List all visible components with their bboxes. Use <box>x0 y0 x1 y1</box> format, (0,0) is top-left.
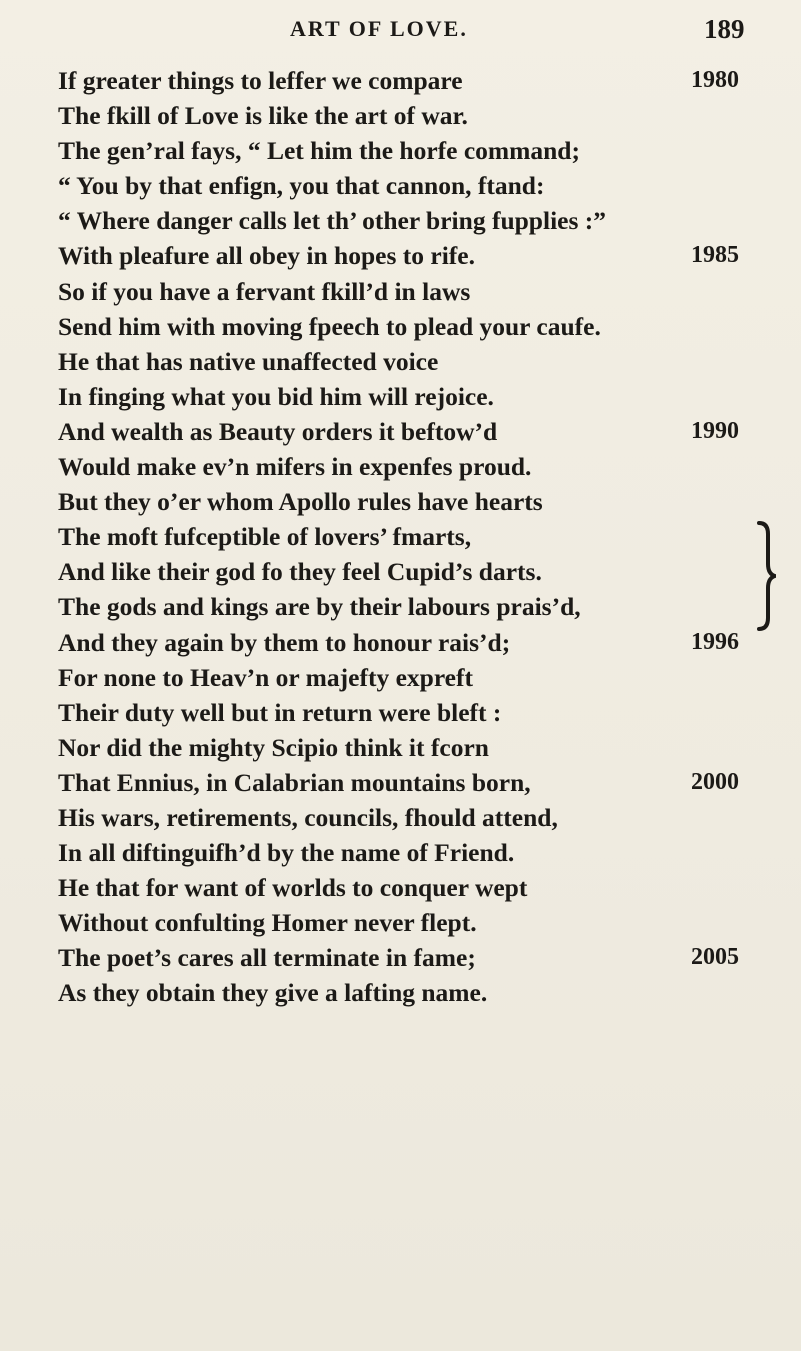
page-number: 189 <box>704 14 745 44</box>
line-number: 1985 <box>691 242 739 269</box>
verse-text: In all diftinguifh’d by the name of Friend. <box>58 838 515 868</box>
verse-text: The poet’s cares all terminate in fame; <box>58 943 476 973</box>
verse-text: If greater things to leffer we compare <box>58 66 463 95</box>
verse-line <box>0 414 801 449</box>
verse-line <box>0 274 801 309</box>
verse-text: The fkill of Love is like the art of war. <box>58 101 468 131</box>
verse-line <box>0 554 801 589</box>
verse-text: As they obtain they give a lafting name. <box>58 978 488 1008</box>
verse-line <box>0 695 801 730</box>
verse-text: Send him with moving fpeech to plead your caufe. <box>58 311 601 341</box>
line-number: 1990 <box>691 417 739 444</box>
verse-line <box>0 940 801 975</box>
verse-text: Nor did the mighty Scipio think it fcorn <box>58 732 489 762</box>
verse-text: And like their god fo they feel Cupid’s darts. <box>58 557 542 587</box>
verse-text: “ You by that enfign, you that cannon, ftand: <box>58 171 545 201</box>
verse-line <box>0 800 801 835</box>
verse-text: With pleafure all obey in hopes to rife. <box>58 241 475 271</box>
verse-text: The moft fufceptible of lovers’ fmarts, <box>58 522 472 552</box>
verse-line <box>0 238 801 273</box>
line-number: 1996 <box>691 628 739 655</box>
verse-text: The gen’ral fays, “ Let him the horfe command; <box>58 136 580 166</box>
verse-text: And they again by them to honour rais’d; <box>58 627 511 657</box>
triplet-brace <box>756 520 776 632</box>
verse-line <box>0 63 801 98</box>
line-number: 1980 <box>691 67 739 93</box>
running-head: ART OF LOVE. <box>290 16 468 41</box>
verse-text: So if you have a fervant fkill’d in laws <box>58 276 471 306</box>
verse-line <box>0 835 801 870</box>
verse-text: But they o’er whom Apollo rules have hearts <box>58 487 543 517</box>
verse-line <box>0 589 801 624</box>
verse-text: Without confulting Homer never flept. <box>58 908 477 938</box>
line-number: 2000 <box>691 768 739 795</box>
verse-line <box>0 870 801 905</box>
verse-text: Would make ev’n mifers in expenfes proud. <box>58 452 532 482</box>
verse-line <box>0 203 801 238</box>
verse-line <box>0 905 801 940</box>
verse-text: Their duty well but in return were bleft : <box>58 697 502 727</box>
verse-line <box>0 344 801 379</box>
verse-line <box>0 765 801 800</box>
verse-text: “ Where danger calls let th’ other bring fupplies :” <box>58 206 607 236</box>
verse-line <box>0 98 801 133</box>
verse-text: In finging what you bid him will rejoice. <box>58 381 494 411</box>
verse-line <box>0 484 801 519</box>
verse-lines <box>0 63 801 1011</box>
verse-text: And wealth as Beauty orders it beftow’d <box>58 416 498 446</box>
verse-line <box>0 519 801 554</box>
verse-line <box>0 975 801 1010</box>
verse-line <box>0 379 801 414</box>
verse-text: That Ennius, in Calabrian mountains born, <box>58 767 531 797</box>
verse-line <box>0 449 801 484</box>
verse-text: His wars, retirements, councils, fhould attend, <box>58 802 558 832</box>
verse-line <box>0 168 801 203</box>
verse-text: For none to Heav’n or majefty expreft <box>58 662 473 692</box>
line-number: 2005 <box>691 944 739 971</box>
verse-line <box>0 625 801 660</box>
verse-text: The gods and kings are by their labours prais’d, <box>58 592 581 622</box>
verse-line <box>0 730 801 765</box>
verse-text: He that has native unaffected voice <box>58 346 439 376</box>
verse-line <box>0 660 801 695</box>
verse-line <box>0 309 801 344</box>
page-header <box>0 12 801 52</box>
verse-text: He that for want of worlds to conquer wept <box>58 873 528 903</box>
verse-line <box>0 133 801 168</box>
